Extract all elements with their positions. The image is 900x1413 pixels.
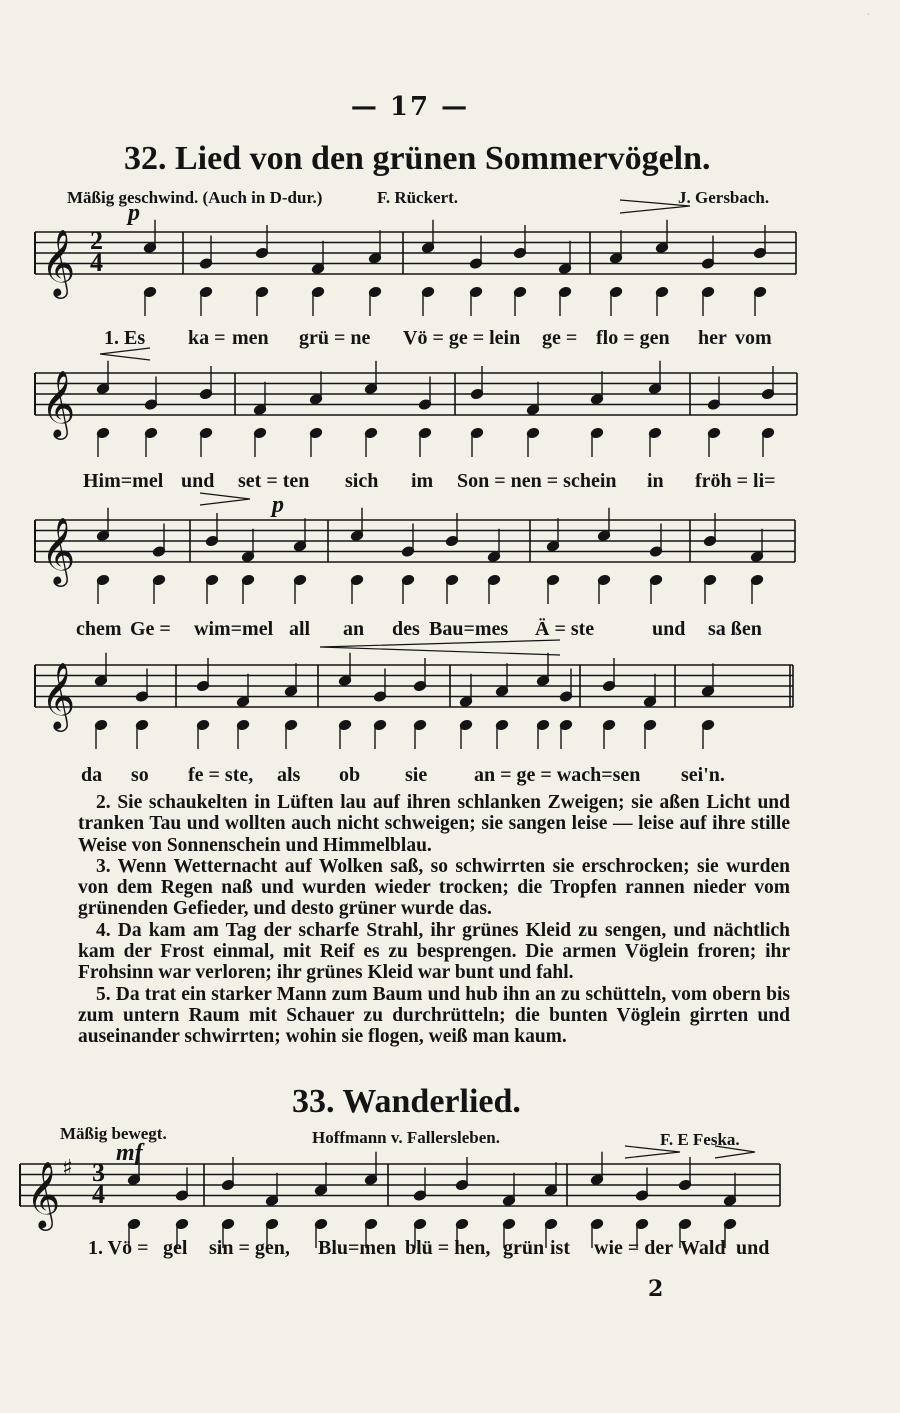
lyric-syllable: flo = gen	[596, 327, 670, 349]
dynamic-marking: mf	[116, 1140, 143, 1166]
treble-clef-icon: 𝄞	[41, 661, 76, 729]
lyric-syllable: an = ge = wach=sen	[474, 764, 641, 786]
lyric-syllable: und	[652, 618, 686, 640]
lyric-syllable: sich	[345, 470, 379, 492]
lyric-syllable: Ä = ste	[535, 618, 595, 640]
lyric-syllable: ob	[339, 764, 361, 786]
song-32-lyricist: F. Rückert.	[377, 188, 459, 207]
time-signature-bottom: 4	[90, 248, 103, 277]
lyric-syllable: Wald	[680, 1237, 726, 1259]
time-signature	[90, 226, 103, 277]
lyric-syllable: als	[277, 764, 301, 786]
lyric-syllable: sin = gen,	[209, 1237, 290, 1259]
lyric-syllable: sa ßen	[708, 618, 762, 640]
time-signature-top: 2	[90, 226, 103, 255]
verse-4: 4. Da kam am Tag der scharfe Strahl, ihr grünes Kleid zu sengen, und nächtlich kam der Frost einmal, mit Reif es zu besprengen. Die armen Vöglein froren; ihr Frohsinn war verloren; ihr grünes Kleid war bunt und fahl.	[78, 919, 790, 984]
lyric-syllable: set = ten	[238, 470, 310, 492]
lyrics-line-3	[0, 618, 900, 648]
song-33-tempo: Mäßig bewegt.	[60, 1124, 167, 1143]
lyric-syllable: ge =	[542, 327, 578, 349]
time-signature	[92, 1158, 105, 1209]
lyric-syllable: wim=mel	[194, 618, 274, 640]
song-33-lyricist: Hoffmann v. Fallersleben.	[312, 1128, 500, 1147]
lyric-syllable: fröh = li=	[695, 470, 776, 492]
lyric-syllable: fe = ste,	[188, 764, 254, 786]
lyric-syllable: grün	[503, 1237, 545, 1259]
lyric-syllable: vom	[735, 327, 772, 349]
lyric-syllable: ist	[550, 1237, 570, 1259]
lyric-syllable: grü = ne	[299, 327, 371, 349]
verse-5: 5. Da trat ein starker Mann zum Baum und hub ihn an zu schütteln, vom obern bis zum untern Raum mit Schauer zu durchrütteln; die bunten Vöglein girrten und auseinander schwirrten; wohin sie flogen, weiß man kaum.	[78, 983, 790, 1048]
lyric-syllable: blü = hen,	[405, 1237, 491, 1259]
lyric-syllable: und	[736, 1237, 770, 1259]
lyric-syllable: Blu=men	[318, 1237, 397, 1259]
sharp-icon: ♯	[62, 1156, 73, 1181]
treble-clef-icon: 𝄞	[41, 369, 76, 437]
verse-2: 2. Sie schaukelten in Lüften lau auf ihren schlanken Zweigen; sie aßen Licht und tranken Tau und wollten auch nicht schweigen; sie sangen leise — leise auf ihre stille Weise von Sonnenschein und Himmelblau.	[78, 792, 790, 856]
lyric-syllable: 1. Es	[104, 327, 146, 349]
lyric-syllable: und	[181, 470, 215, 492]
time-signature-bottom: 4	[92, 1180, 105, 1209]
lyric-syllable: wie = der	[594, 1237, 674, 1259]
lyric-syllable: in	[647, 470, 664, 492]
lyric-syllable: Him=mel	[83, 470, 164, 492]
lyric-syllable: Son = nen = schein	[457, 470, 617, 492]
lyric-syllable: ka =	[188, 327, 226, 349]
hairpin	[620, 200, 690, 213]
lyric-syllable: so	[131, 764, 149, 786]
treble-clef-icon: 𝄞	[41, 516, 76, 584]
treble-clef-icon: 𝄞	[41, 228, 76, 296]
lyric-syllable: her	[698, 327, 727, 349]
lyric-syllable: 1. Vö =	[88, 1237, 149, 1259]
song-33-composer: F. E Feska.	[660, 1130, 740, 1149]
lyric-syllable: sie	[405, 764, 428, 786]
song-33-title: 33. Wanderlied.	[292, 1083, 521, 1120]
song-32-title: 32. Lied von den grünen Sommervögeln.	[124, 140, 711, 177]
lyric-syllable: all	[289, 618, 311, 640]
song-32-tempo: Mäßig geschwind. (Auch in D-dur.)	[67, 188, 323, 207]
lyric-syllable: Vö = ge = lein	[403, 327, 521, 349]
dynamic-marking: p	[272, 492, 284, 518]
lyric-syllable: des	[392, 618, 420, 640]
lyrics-line-2	[0, 470, 900, 500]
lyric-syllable: gel	[163, 1237, 188, 1259]
lyric-syllable: da	[81, 764, 103, 786]
lyric-syllable: Ge =	[130, 618, 171, 640]
song-32-composer: J. Gersbach.	[678, 188, 770, 207]
sheet-number: 2	[648, 1276, 664, 1302]
lyrics-line-1	[0, 327, 900, 357]
lyric-syllable: chem	[76, 618, 122, 640]
dynamic-marking: p	[128, 200, 140, 226]
lyric-syllable: im	[411, 470, 434, 492]
lyric-syllable: an	[343, 618, 365, 640]
lyric-syllable: sei'n.	[681, 764, 725, 786]
verses-block	[78, 792, 790, 1048]
lyrics-line-song33	[0, 1237, 900, 1267]
page-number: — 17 —	[350, 92, 470, 122]
lyric-syllable: men	[232, 327, 269, 349]
verse-3: 3. Wenn Wetternacht auf Wolken saß, so schwirrten sie erschrocken; sie wurden von dem Regen naß und wurden wieder trocken; die Tropfen rannen nieder vom grünenden Gefieder, und desto grüner wurde das.	[78, 855, 790, 920]
lyric-syllable: Bau=mes	[429, 618, 509, 640]
margin-speck: ·	[866, 10, 870, 21]
time-signature-top: 3	[92, 1158, 105, 1187]
treble-clef-icon: 𝄞	[26, 1160, 61, 1228]
lyrics-line-4	[0, 764, 900, 794]
